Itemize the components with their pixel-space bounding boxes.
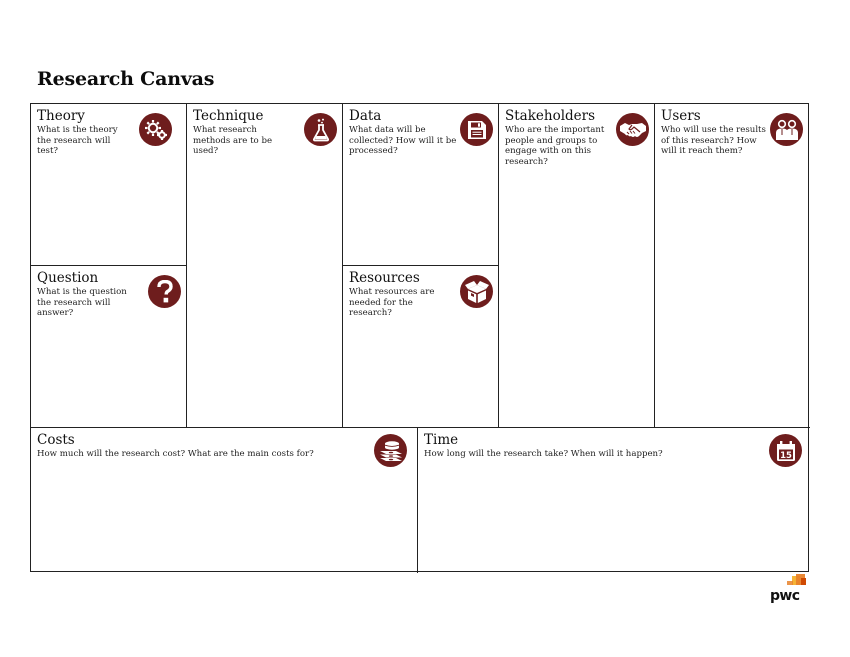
- technique-title: Technique: [193, 108, 264, 124]
- users-title: Users: [661, 108, 701, 124]
- stakeholders-title: Stakeholders: [505, 108, 596, 124]
- question-mark-icon: [148, 275, 181, 308]
- resources-cell[interactable]: [343, 266, 499, 428]
- handshake-icon: [616, 113, 649, 146]
- gears-icon: [139, 113, 172, 146]
- research-canvas: [30, 103, 809, 572]
- theory-title: Theory: [37, 108, 85, 124]
- question-title: Question: [37, 270, 99, 286]
- time-description: How long will the research take? When will it happen?: [424, 449, 663, 459]
- flask-icon: [304, 113, 337, 146]
- pwc-logo: [768, 574, 810, 606]
- pwc-logo-text: pwc: [770, 588, 800, 604]
- data-title: Data: [349, 108, 382, 124]
- time-cell[interactable]: [418, 428, 810, 573]
- costs-title: Costs: [37, 432, 75, 448]
- costs-cell[interactable]: [31, 428, 418, 573]
- stakeholders-cell[interactable]: [499, 104, 655, 428]
- resources-description: What resources are needed for the research?: [349, 287, 435, 319]
- open-box-icon: [460, 275, 493, 308]
- data-cell[interactable]: [343, 104, 499, 266]
- data-description: What data will be collected? How will it be processed?: [349, 125, 457, 157]
- money-stack-icon: [374, 434, 407, 467]
- users-description: Who will use the results of this research? How will it reach them?: [661, 125, 766, 157]
- calendar-icon: [769, 434, 802, 467]
- technique-cell[interactable]: [187, 104, 343, 428]
- floppy-disk-icon: [460, 113, 493, 146]
- people-icon: [770, 113, 803, 146]
- costs-description: How much will the research cost? What are the main costs for?: [37, 449, 314, 459]
- users-cell[interactable]: [655, 104, 810, 428]
- stakeholders-description: Who are the important people and groups to engage with on this research?: [505, 125, 605, 167]
- calendar-day-number: 15: [779, 450, 792, 461]
- time-title: Time: [424, 432, 459, 448]
- theory-cell[interactable]: [31, 104, 187, 266]
- question-description: What is the question the research will answer?: [37, 287, 127, 319]
- technique-description: What research methods are to be used?: [193, 125, 273, 157]
- question-cell[interactable]: [31, 266, 187, 428]
- theory-description: What is the theory the research will test?: [37, 125, 118, 157]
- page-title: Research Canvas: [37, 68, 215, 90]
- resources-title: Resources: [349, 270, 420, 286]
